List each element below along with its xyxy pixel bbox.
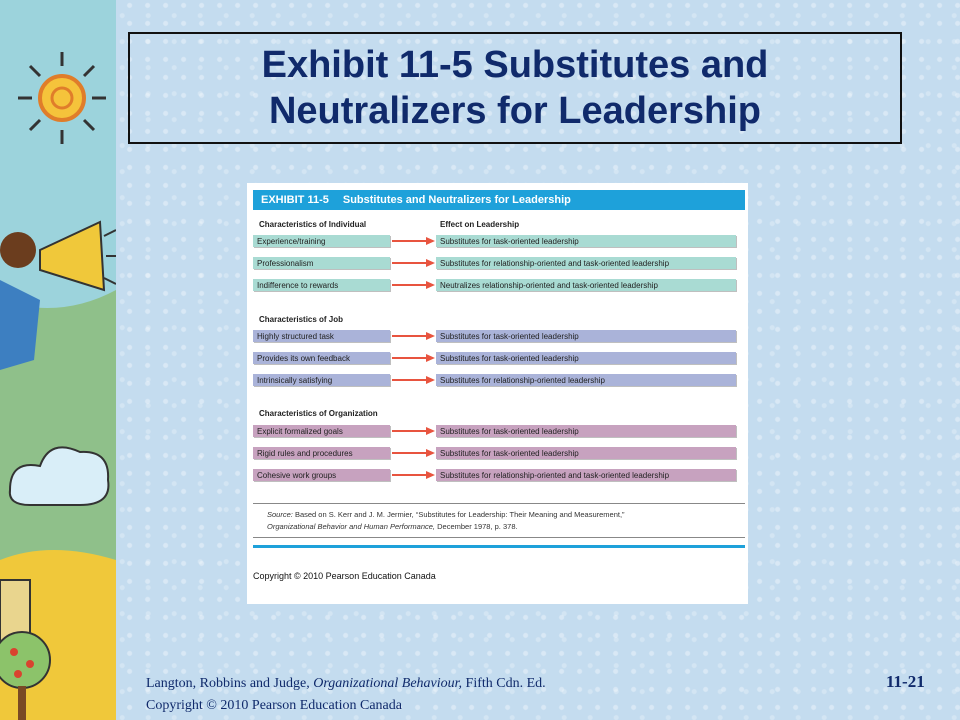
arrow-right-icon (392, 236, 436, 246)
slide-title-line1: Exhibit 11-5 Substitutes and (261, 44, 769, 86)
arrow-right-icon (392, 448, 436, 458)
arrow-right-icon (392, 280, 436, 290)
table-row (253, 330, 739, 342)
exhibit-figure (247, 183, 748, 604)
exhibit-heading: Substitutes and Neutralizers for Leadership (342, 194, 571, 206)
arrow-right-icon (392, 258, 436, 268)
table-row (253, 447, 739, 459)
exhibit-source-note (267, 509, 737, 533)
slide-number: 11-21 (886, 672, 925, 691)
footer-edition: Fifth Cdn. Ed. (462, 676, 546, 691)
footer-book-title: Organizational Behaviour, (313, 676, 463, 691)
source-journal: Organizational Behavior and Human Performance, (267, 522, 436, 531)
exhibit-bottom-bar (253, 545, 745, 548)
table-row (253, 374, 739, 386)
table-row (253, 279, 739, 291)
effect-label: Substitutes for task-oriented leadership (436, 330, 736, 342)
arrow-right-icon (392, 331, 436, 341)
decorative-side-illustration (0, 0, 116, 720)
arrow-right-icon (392, 375, 436, 385)
characteristic-label: Experience/training (253, 235, 390, 247)
slide-title-line2: Neutralizers for Leadership (268, 90, 762, 132)
effect-label: Substitutes for task-oriented leadership (436, 235, 736, 247)
effect-label: Substitutes for relationship-oriented and task-oriented leadership (436, 257, 736, 269)
source-tail: December 1978, p. 378. (437, 522, 518, 531)
divider (253, 537, 745, 538)
table-row (253, 352, 739, 364)
characteristic-label: Intrinsically satisfying (253, 374, 390, 386)
effect-label: Substitutes for task-oriented leadership (436, 425, 736, 437)
group-header-individual: Characteristics of Individual (259, 220, 367, 229)
characteristic-label: Highly structured task (253, 330, 390, 342)
effect-label: Substitutes for relationship-oriented and task-oriented leadership (436, 469, 736, 481)
effect-label: Substitutes for relationship-oriented leadership (436, 374, 736, 386)
table-row (253, 235, 739, 247)
arrow-right-icon (392, 470, 436, 480)
characteristic-label: Explicit formalized goals (253, 425, 390, 437)
sun-icon (18, 52, 106, 144)
characteristic-label: Indifference to rewards (253, 279, 390, 291)
characteristic-label: Cohesive work groups (253, 469, 390, 481)
exhibit-header-bar (253, 190, 745, 210)
effect-label: Substitutes for task-oriented leadership (436, 352, 736, 364)
characteristic-label: Rigid rules and procedures (253, 447, 390, 459)
table-row (253, 469, 739, 481)
group-header-organization: Characteristics of Organization (259, 409, 378, 418)
slide-title (128, 32, 902, 144)
characteristic-label: Provides its own feedback (253, 352, 390, 364)
table-row (253, 425, 739, 437)
divider (253, 503, 745, 504)
footer-authors: Langton, Robbins and Judge, (146, 676, 314, 691)
effect-label: Neutralizes relationship-oriented and task-oriented leadership (436, 279, 736, 291)
characteristic-label: Professionalism (253, 257, 390, 269)
footer-copyright: Copyright © 2010 Pearson Education Canada (146, 698, 402, 713)
source-text: Based on S. Kerr and J. M. Jermier, “Substitutes for Leadership: Their Meaning and Measurement,” (294, 510, 625, 519)
source-prefix: Source: (267, 510, 293, 519)
arrow-right-icon (392, 353, 436, 363)
table-row (253, 257, 739, 269)
footer-citation (146, 676, 546, 692)
exhibit-number: EXHIBIT 11-5 (261, 194, 329, 206)
exhibit-copyright: Copyright © 2010 Pearson Education Canada (253, 571, 436, 581)
group-header-job: Characteristics of Job (259, 315, 344, 324)
effect-column-header: Effect on Leadership (440, 220, 520, 229)
arrow-right-icon (392, 426, 436, 436)
effect-label: Substitutes for task-oriented leadership (436, 447, 736, 459)
